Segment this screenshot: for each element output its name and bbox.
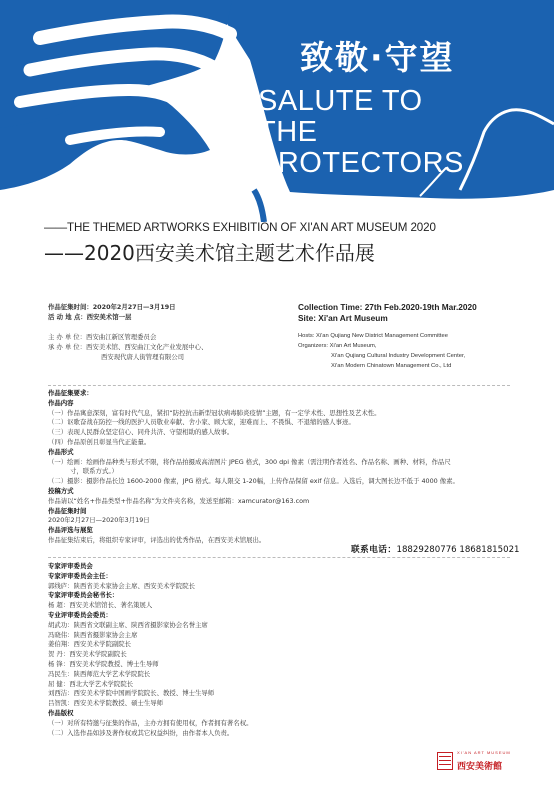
requirement-item: （一）绘画：绘画作品种类与形式不限，将作品拍摄成高清图片 JPEG 格式，300 dpi 像素（需注明作者姓名、作品名称、画种、材料，作品尺 <box>48 457 451 466</box>
collection-time-heading: 作品征集时间 <box>48 506 87 515</box>
committee-member: 胡武功：陕西省文联副主席、陕西省摄影家协会名誉主席 <box>48 620 208 629</box>
banner-title-cn: 致敬·守望 <box>300 38 455 77</box>
venue: 活 动 地 点：西安美术馆一层 <box>48 313 132 321</box>
requirements-section <box>48 389 459 546</box>
copyright-item: （一）对所有特邀与征集的作品，主办方拥有使用权，作者拥有著名权。 <box>48 718 253 727</box>
collection-time-en: Collection Time: 27th Feb.2020-19th Mar.2020 <box>298 302 477 312</box>
collect-time: 作品征集时间：2020年2月27日—3月19日 <box>48 303 176 311</box>
form-heading: 作品形式 <box>48 447 74 456</box>
requirements-heading: 作品征集要求： <box>48 389 93 397</box>
divider-2 <box>48 557 510 558</box>
committee-member: 杨 锋：西安美术学院教授、博士生导师 <box>48 659 159 668</box>
banner-title-en-line-1: SALUTE TO <box>258 85 423 117</box>
organizers-en-2: Xi'an Qujiang Cultural Industry Development Center, <box>331 353 466 359</box>
requirement-item: （三）表现人民群众坚定信心、同舟共济、守望相助的感人故事。 <box>48 428 234 437</box>
committee-member: 姜伯翔：西安美术学院副院长 <box>48 640 132 649</box>
banner-title-en-line-2: THE <box>258 116 318 148</box>
committee-member: 屈 健：西北大学艺术学院院长 <box>48 679 134 688</box>
divider-1 <box>48 385 510 386</box>
requirement-item: （四）作品原创且彰显当代正能量。 <box>48 437 151 446</box>
submission-heading: 投稿方式 <box>48 486 74 495</box>
committee-member: 冯晓伟：陕西省摄影家协会主席 <box>48 630 138 639</box>
contact-label: 联系电话： <box>351 545 397 555</box>
host: 主 办 单 位：西安曲江新区管理委员会 <box>48 333 157 341</box>
banner <box>0 0 554 222</box>
contact-numbers: 18829280776 18681815021 <box>396 545 520 555</box>
submission-text: 作品请以“姓名+作品类型+作品名称”为文件夹名称，发送至邮箱：xamcurator@163.com <box>48 496 310 505</box>
copyright-heading: 作品版权 <box>48 708 74 717</box>
logo-text-cn: 西安美術館 <box>457 762 503 772</box>
requirement-item: （一）作品寓意深刻，富有时代气息，紧扣“防控抗击新型冠状病毒肺炎疫情”主题，有一定学术性、思想性及艺术性。 <box>48 408 381 417</box>
contact-phone <box>351 543 520 555</box>
subtitle-cn: ——2020西安美术馆主题艺术作品展 <box>44 241 375 265</box>
committee-member: 贺 丹：西安美术学院副院长 <box>48 650 127 659</box>
requirement-item: （二）摄影：摄影作品长边 1600-2000 像素，JPG 格式。每人限交 1-20幅，上传作品保留 exif 信息。入选后，调大图长边不低于 4000 像素。 <box>48 477 459 486</box>
selection-text: 作品征集结束后，将组织专家评审，评选出的优秀作品，在西安美术馆展出。 <box>48 535 266 544</box>
committee-member: 冯民生：陕西师范大学艺术学院院长 <box>48 669 151 678</box>
committee-section <box>48 562 253 738</box>
committee-secretary-heading: 专家评审委员会秘书长： <box>48 591 119 600</box>
requirement-item: （二）讴歌奋战在防控一线的医护人员敬业奉献、舍小家、顾大家，迎难而上、不畏惧、不退缩的感人事迹。 <box>48 418 355 427</box>
logo-text-en: XI'AN ART MUSEUM <box>457 750 511 755</box>
committee-member: 郭线庐：陕西省美术家协会主席、西安美术学院院长 <box>48 581 195 590</box>
committee-members-heading: 专业评审委员会委员： <box>48 610 112 619</box>
selection-heading: 作品评选与展览 <box>48 526 93 535</box>
committee-director-heading: 专家评审委员会主任： <box>48 571 112 580</box>
requirement-item: 寸，联系方式。） <box>70 467 118 476</box>
site-en: Site: Xi'an Art Museum <box>298 313 388 323</box>
museum-logo-icon <box>437 752 453 770</box>
museum-logo <box>437 750 517 772</box>
hosts-en: Hosts: Xi'an Qujiang New District Management Committee <box>298 333 448 339</box>
copyright-item: （二）入选作品如涉及著作权或其它权益纠纷，由作者本人负责。 <box>48 728 234 737</box>
collection-time-text: 2020年2月27日—2020年3月19日 <box>48 516 150 525</box>
content-heading: 作品内容 <box>48 398 74 407</box>
organizers-en-3: Xi'an Modern Chinatown Management Co., Ltd <box>331 363 452 369</box>
committee-member: 吕智凯：西安美术学院教授、硕士生导师 <box>48 699 164 708</box>
committee-heading: 专家评审委员会 <box>48 562 93 570</box>
committee-member: 杨 超：西安美术馆馆长、著名策展人 <box>48 601 153 610</box>
organizer-2: 西安现代唐人街管理有限公司 <box>101 353 185 361</box>
organizers-en: Organizers: Xi'an Art Museum, <box>298 343 377 349</box>
banner-title-en-line-3: PROTECTORS <box>258 147 464 179</box>
organizer-1: 承 办 单 位：西安美术馆、西安曲江文化产业发展中心、 <box>48 343 208 351</box>
subtitle-en: ——THE THEMED ARTWORKS EXHIBITION OF XI'AN ART MUSEUM 2020 <box>44 221 436 234</box>
committee-member: 刘西洁：西安美术学院中国画学院院长、教授、博士生导师 <box>48 689 215 698</box>
